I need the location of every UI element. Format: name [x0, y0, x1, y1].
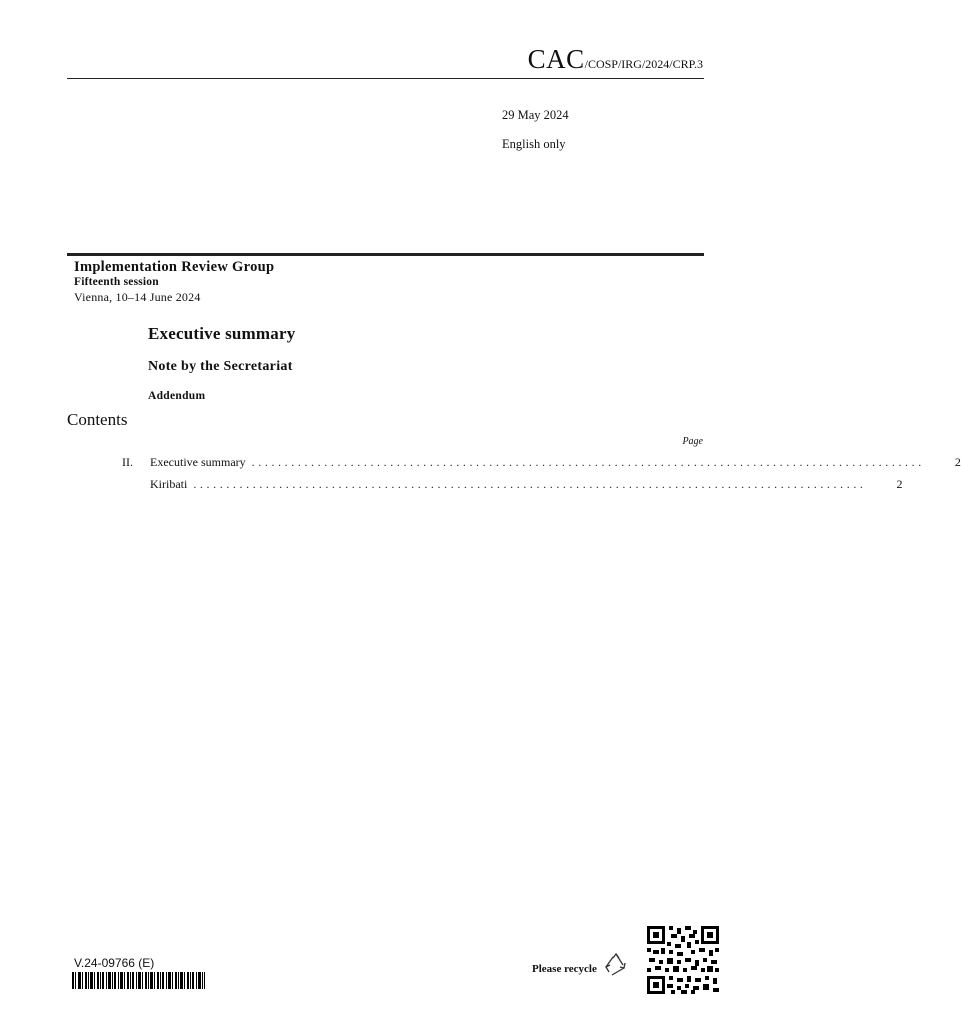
toc-entry[interactable]	[110, 455, 961, 471]
toc-entry-number: II.	[122, 455, 133, 469]
toc-entry-page: 2	[954, 455, 961, 469]
toc-entry-page: 2	[896, 477, 903, 491]
header-rule	[67, 78, 704, 79]
addendum-label: Addendum	[148, 390, 206, 402]
meeting-session: Fifteenth session	[74, 276, 159, 288]
document-title: Executive summary	[148, 324, 296, 343]
barcode-image	[72, 972, 205, 989]
document-symbol: CAC/COSP/IRG/2024/CRP.3	[527, 44, 703, 74]
section-rule	[67, 253, 704, 256]
toc-leader-dots: ......................................................................................................	[251, 455, 925, 469]
document-date: 29 May 2024	[502, 108, 569, 122]
contents-heading: Contents	[67, 410, 128, 429]
toc-page-column-label: Page	[682, 436, 703, 447]
toc-entry[interactable]	[110, 477, 903, 493]
document-language: English only	[502, 137, 566, 151]
recycle-icon	[603, 953, 629, 979]
meeting-body: Implementation Review Group	[74, 259, 275, 275]
qr-code-image	[647, 926, 719, 994]
meeting-venue: Vienna, 10–14 June 2024	[74, 290, 201, 304]
toc-entry-label: Kiribati	[150, 477, 188, 491]
toc-entry-label: Executive summary	[150, 455, 246, 469]
toc-leader-dots: ......................................................................................................	[193, 477, 867, 491]
please-recycle-label: Please recycle	[532, 963, 597, 975]
job-number: V.24-09766 (E)	[74, 956, 155, 970]
document-subtitle: Note by the Secretariat	[148, 359, 293, 374]
